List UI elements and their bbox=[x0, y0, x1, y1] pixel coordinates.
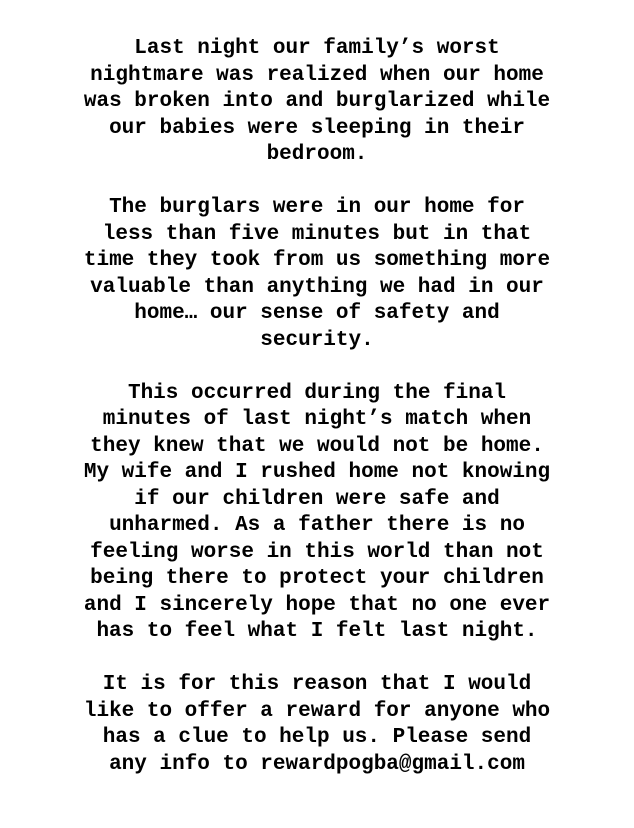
text-line: has a clue to help us. Please send bbox=[102, 726, 532, 749]
text-line: less than five minutes but in that bbox=[102, 222, 532, 246]
text-line: if our children were safe and bbox=[134, 487, 500, 511]
text-line: being there to protect your children bbox=[90, 567, 544, 590]
text-line: bedroom. bbox=[266, 143, 368, 166]
text-line: has to feel what I felt last night. bbox=[96, 620, 538, 643]
paragraph-burglary-announcement bbox=[50, 36, 584, 169]
text-line: like to offer a reward for anyone who bbox=[83, 699, 551, 723]
text-line: any info to rewardpogba@gmail.com bbox=[109, 752, 525, 776]
paragraph-loss-of-safety bbox=[50, 195, 584, 354]
text-line: time they took from us something more bbox=[83, 249, 551, 272]
text-line: nightmare was realized when our home bbox=[90, 63, 544, 87]
text-line: Last night our family’s worst bbox=[134, 37, 500, 60]
text-line: home… our sense of safety and bbox=[134, 302, 500, 325]
text-line: valuable than anything we had in our bbox=[90, 275, 544, 299]
text-line: security. bbox=[260, 328, 374, 352]
text-line: and I sincerely hope that no one ever bbox=[83, 593, 551, 617]
text-line: It is for this reason that I would bbox=[102, 673, 532, 696]
paragraph-father-statement bbox=[50, 381, 584, 646]
text-line: was broken into and burglarized while bbox=[83, 90, 551, 113]
text-line: This occurred during the final bbox=[127, 381, 507, 405]
text-line: minutes of last night’s match when bbox=[102, 408, 532, 431]
text-line: My wife and I rushed home not knowing bbox=[83, 461, 551, 484]
paragraph-reward-offer bbox=[50, 672, 584, 778]
text-line: they knew that we would not be home. bbox=[90, 434, 544, 458]
text-line: The burglars were in our home for bbox=[109, 196, 525, 219]
text-line: unharmed. As a father there is no bbox=[109, 514, 525, 537]
text-line: our babies were sleeping in their bbox=[109, 116, 525, 140]
text-line: feeling worse in this world than not bbox=[90, 540, 544, 564]
